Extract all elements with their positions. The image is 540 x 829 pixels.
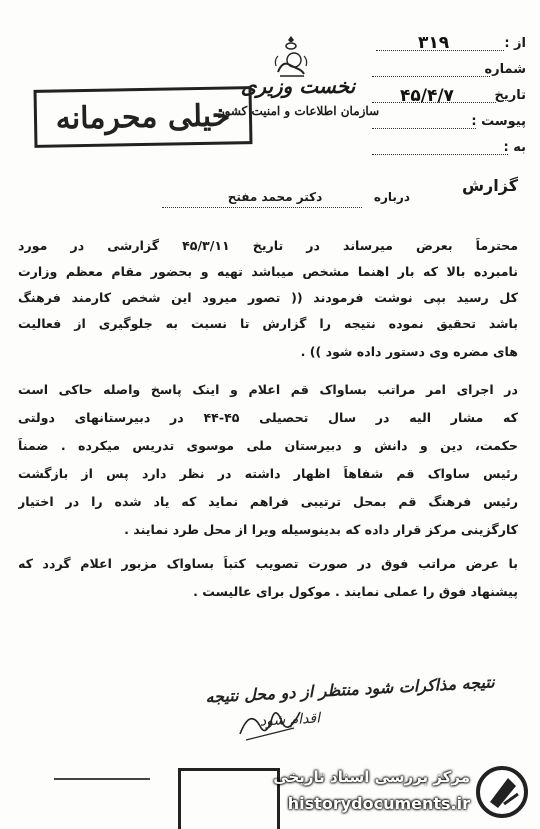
body-line: کل رسید بپی نوشت فرمودند (( تصور میرود این شخص کارمند فرهنگ	[18, 290, 518, 305]
body-line: پیشنهاد فوق را عملی نمایند . موکول برای عالیست .	[193, 584, 518, 599]
watermark	[248, 760, 536, 826]
header-to: به :	[503, 140, 526, 155]
body-line: در اجرای امر مراتب بساواک قم اعلام و اینک پاسخ واصله حاکی است	[18, 382, 518, 397]
header-number	[484, 62, 526, 77]
report-title: گزارش	[461, 176, 518, 195]
watermark-name: مرکز بررسی اسناد تاریخی	[273, 768, 470, 786]
classification-stamp	[34, 86, 253, 148]
organization-name: سازمان اطلاعات و امنیت کشور	[218, 104, 380, 118]
number-label: شماره	[484, 62, 526, 77]
number-value: ۳۱۹	[418, 33, 450, 53]
ministry-name: نخست وزیری	[240, 74, 356, 98]
about-label: درباره	[373, 190, 410, 204]
signature-icon	[236, 700, 306, 744]
body-line: نامبرده بالا که بار اهنما مشخص میباشد تهیه و بحضور مقام معظم وزارت	[18, 264, 518, 279]
archive-logo-icon	[474, 764, 530, 820]
attachment-dots	[372, 128, 476, 129]
to-label: به	[513, 140, 526, 155]
to-dots	[372, 154, 508, 155]
handwritten-note-line-1: نتیجه مذاکرات شود منتظر از دو محل نتیجه	[204, 672, 496, 707]
about-dots	[162, 207, 362, 208]
header-attachment: پیوست :	[471, 114, 526, 129]
date-value: ۴۵/۴/۷	[400, 86, 454, 106]
body-line: که مشار الیه در سال تحصیلی ۴۵-۴۴ در دبیرستانهای دولتی	[18, 410, 518, 425]
body-line: رئیس ساواک قم شفاهاً اظهار داشته در نظر دارد پس از بازگشت	[18, 466, 518, 481]
handwritten-note-line-2: اقدام شود	[259, 710, 321, 730]
body-line: رئیس فرهنگ قم بمحل ترتیبی فراهم نماید که یاد شده را در اختیار	[18, 494, 518, 509]
body-line: کارگزینی مرکز قرار داده که بدینوسیله ویرا از محل طرد نمایند .	[124, 522, 518, 537]
classification-text: خیلی محرمانه	[55, 97, 231, 137]
bottom-stamp-fragment	[54, 778, 150, 828]
attachment-label: پیوست	[481, 114, 526, 129]
body-line: های مضره وی دستور داده شود )) .	[300, 344, 518, 359]
from-label: از	[514, 36, 526, 51]
body-line: با عرض مراتب فوق در صورت تصویب کتباً بساواک مزبور اعلام گردد که	[18, 556, 518, 571]
body-line: حکمت، دین و دانش و دبیرستان ملی موسوی تدریس میکرده . ضمناً	[18, 438, 518, 453]
number-dots	[372, 76, 490, 77]
header-from: از :	[504, 36, 526, 51]
watermark-url: historydocuments.ir	[287, 794, 470, 813]
body-line: محترماً بعرض میرساند در تاریخ ۴۵/۳/۱۱ گزارشی در مورد	[18, 238, 518, 253]
date-label: تاریخ	[494, 88, 526, 103]
about-value: دکتر محمد مفتح	[227, 190, 323, 204]
body-line: باشد تحقیق نموده نتیجه را گزارش تا نسبت به جلوگیری از فعالیت	[18, 316, 518, 331]
header-date	[495, 88, 527, 103]
lion-and-sun-emblem-icon	[270, 36, 312, 78]
